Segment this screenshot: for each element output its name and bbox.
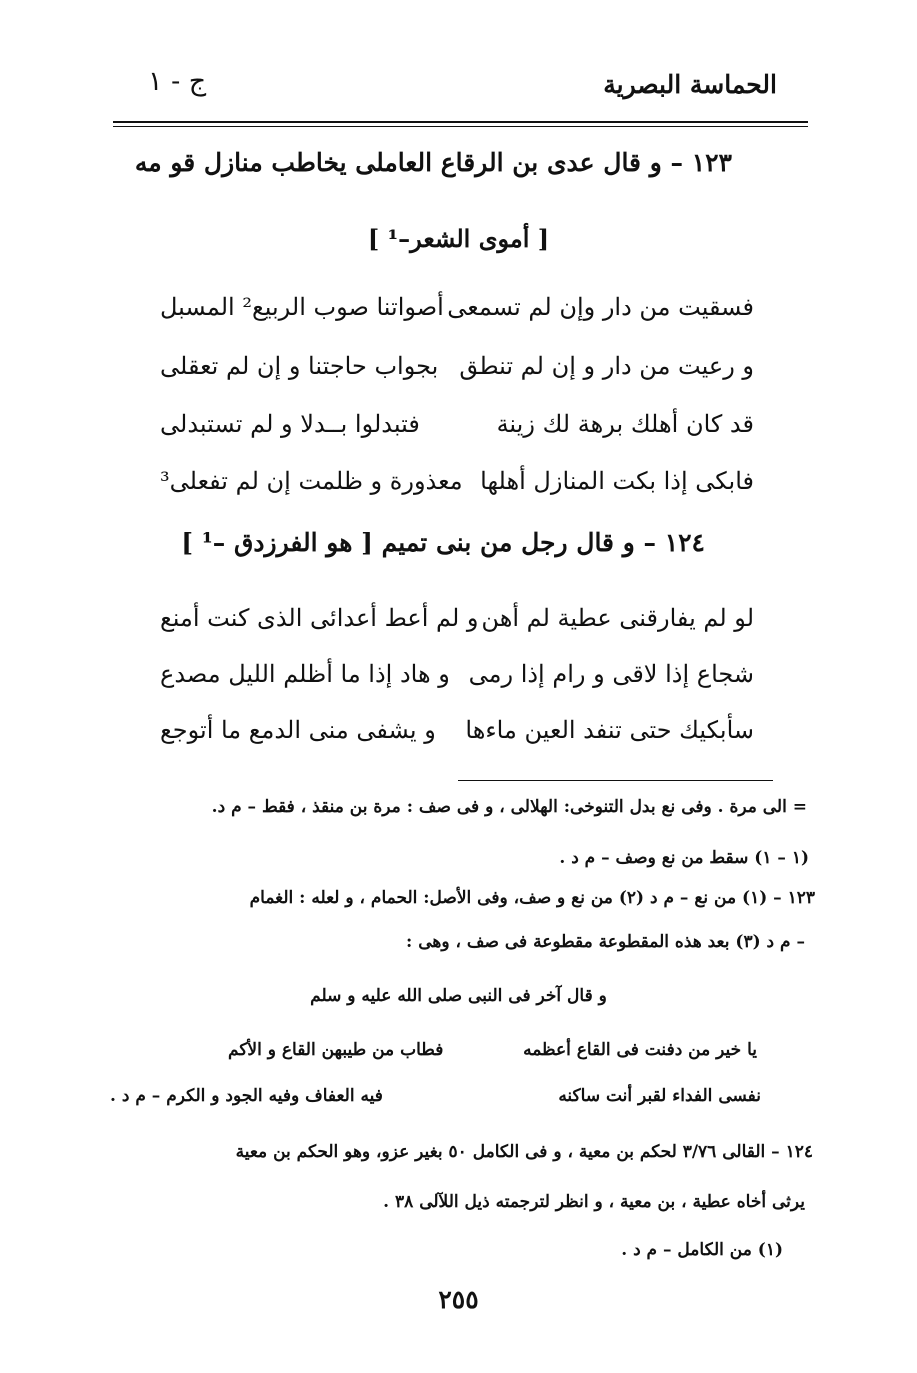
verse-line [160, 716, 754, 756]
footnote-verse-first: يا خير من دفنت فى القاع أعظمه [523, 1040, 757, 1060]
verse-line [160, 604, 754, 644]
verse-first-hemistich: سأبكيك حتى تنفد العين ماءها [465, 716, 754, 744]
verse-line [160, 660, 754, 700]
verse-second-hemistich: و يشفى منى الدمع ما أتوجع [160, 716, 436, 744]
footnote-continuation: (١ – ١) سقط من نع وصف – م د . [559, 848, 809, 868]
header-rule-thin [113, 126, 808, 127]
poem-124-heading: ١٢٤ – و قال رجل من بنى تميم [ هو الفرزدق –¹ ] [181, 528, 705, 557]
verse-second-hemistich: و هاد إذا ما أظلم الليل مصدع [160, 660, 450, 688]
verse-first-hemistich: شجاع إذا لاقى و رام إذا رمى [468, 660, 754, 688]
footnote-124: (١) من الكامل – م د . [621, 1240, 783, 1260]
verse-second-hemistich: معذورة و ظلمت إن لم تفعلى³ [160, 467, 463, 495]
verse-second-hemistich: أصواتنا صوب الربيع² المسبل [160, 293, 444, 321]
header-rule-thick [113, 121, 808, 123]
footnote-verse-second: فيه العفاف وفيه الجود و الكرم – م د . [110, 1086, 383, 1106]
footnote-inner-title: و قال آخر فى النبى صلى الله عليه و سلم [310, 986, 607, 1006]
verse-line [160, 293, 754, 333]
footnote-verse-first: نفسى الفداء لقبر أنت ساكنه [558, 1086, 761, 1106]
verse-first-hemistich: لو لم يفارقنى عطية لم أهن [481, 604, 754, 632]
footnote-rule [458, 780, 773, 781]
poem-123-heading: ١٢٣ – و قال عدى بن الرقاع العاملى يخاطب منازل قو مه [134, 148, 732, 177]
verse-second-hemistich: و لم أعط أعدائى الذى كنت أمنع [160, 604, 479, 632]
running-title: الحماسة البصرية [603, 70, 777, 99]
footnote-123: ١٢٣ – (١) من نع – م د (٢) من نع و صف، وفى الأصل: الحمام ، و لعله : الغمام [249, 888, 815, 908]
verse-first-hemistich: و رعيت من دار و إن لم تنطق [459, 352, 754, 380]
footnote-124: ١٢٤ – القالى ٣/٧٦ لحكم بن معية ، و فى الكامل ٥٠ بغير عزو، وهو الحكم بن معية [235, 1142, 813, 1162]
footnote-continuation: = الى مرة . وفى نع بدل التنوخى: الهلالى ، و فى صف : مرة بن منقذ ، فقط – م د. [211, 797, 807, 817]
footnote-123: – م د (٣) بعد هذه المقطوعة مقطوعة فى صف ، وهى : [406, 932, 805, 952]
poem-123-subheading: [ أموى الشعر–¹ ] [367, 224, 550, 253]
footnote-124: يرثى أخاه عطية ، بن معية ، و انظر لترجمته ذيل اللآلى ٣٨ . [383, 1192, 805, 1212]
verse-line [160, 352, 754, 392]
verse-first-hemistich: فسقيت من دار وإن لم تسمعى [447, 293, 754, 321]
volume-number: ج - ١ [148, 66, 207, 97]
page-number: ٢٥٥ [438, 1285, 479, 1314]
verse-first-hemistich: قد كان أهلك برهة لك زينة [496, 410, 754, 438]
footnote-verse-second: فطاب من طيبهن القاع و الأكم [228, 1040, 444, 1060]
verse-line [160, 467, 754, 507]
verse-second-hemistich: بجواب حاجتنا و إن لم تعقلى [160, 352, 439, 380]
verse-line [160, 410, 754, 450]
verse-first-hemistich: فابكى إذا بكت المنازل أهلها [480, 467, 754, 495]
verse-second-hemistich: فتبدلوا بــدلا و لم تستبدلى [160, 410, 420, 438]
